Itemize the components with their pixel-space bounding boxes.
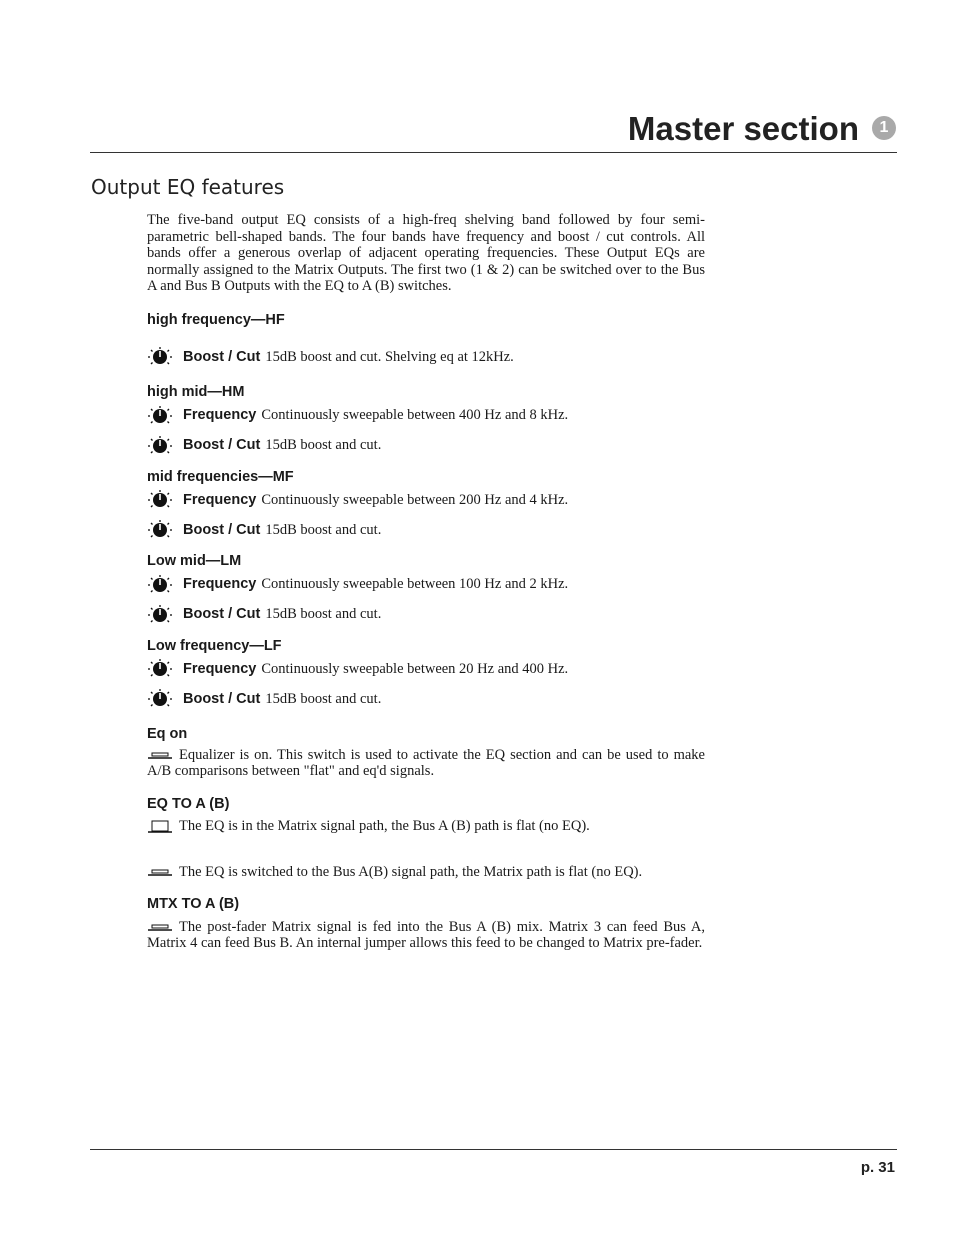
switch-up-icon bbox=[147, 820, 173, 834]
control-description: Continuously sweepable between 100 Hz and 2 kHz. bbox=[261, 576, 569, 593]
page-number: p. 31 bbox=[860, 1159, 895, 1176]
content-body bbox=[147, 212, 705, 952]
eq-to-a-down-text: The EQ is switched to the Bus A(B) signal path, the Matrix path is flat (no EQ). bbox=[179, 863, 643, 880]
control-description: 15dB boost and cut. Shelving eq at 12kHz. bbox=[265, 348, 514, 365]
band-heading-hm: high mid—HM bbox=[147, 384, 245, 400]
control-label: Boost / Cut bbox=[183, 348, 261, 365]
control-description: 15dB boost and cut. bbox=[265, 606, 382, 623]
control-row bbox=[147, 346, 705, 368]
control-description: Continuously sweepable between 20 Hz and 400 Hz. bbox=[261, 660, 569, 677]
knob-icon bbox=[147, 346, 173, 368]
knob-icon bbox=[147, 489, 173, 511]
control-label: Frequency bbox=[183, 660, 257, 677]
intro-paragraph: The five-band output EQ consists of a high-freq shelving band followed by four semi-parametric bell-shaped bands. The four bands have frequency and boost / cut controls. All bands offer a generous overlap of adjacent operating frequencies. These Output EQs are normally assigned to the Matrix Outputs. The first two (1 & 2) can be switched over to the Bus A and Bus B Outputs with the EQ to A (B) switches. bbox=[147, 212, 705, 294]
control-row bbox=[147, 604, 705, 626]
page-title: Master section bbox=[627, 110, 859, 147]
switch-down-icon bbox=[147, 867, 173, 877]
control-row bbox=[147, 658, 705, 680]
eq-to-a-heading: EQ TO A (B) bbox=[147, 795, 230, 812]
header-rule bbox=[90, 152, 897, 153]
control-label: Boost / Cut bbox=[183, 521, 261, 538]
control-description: 15dB boost and cut. bbox=[265, 521, 382, 538]
band-heading-lf: Low frequency—LF bbox=[147, 637, 282, 654]
eq-to-a-up-text: The EQ is in the Matrix signal path, the Bus A (B) path is flat (no EQ). bbox=[179, 818, 590, 834]
band-heading-lm: Low mid—LM bbox=[147, 553, 242, 569]
control-description: 15dB boost and cut. bbox=[265, 437, 382, 454]
control-description: Continuously sweepable between 200 Hz and 4 kHz. bbox=[261, 491, 569, 508]
knob-icon bbox=[147, 604, 173, 626]
mtx-to-a-text: The post-fader Matrix signal is fed into the Bus A (B) mix. Matrix 3 can feed Bus A, Matrix 4 can feed Bus B. An internal jumper allows this feed to be changed to Matrix pre-fader. bbox=[147, 918, 705, 951]
eq-on-row bbox=[147, 747, 705, 780]
knob-icon bbox=[147, 574, 173, 596]
mtx-to-a-row bbox=[147, 919, 705, 952]
control-row bbox=[147, 519, 705, 541]
control-label: Boost / Cut bbox=[183, 606, 261, 623]
mtx-to-a-heading: MTX TO A (B) bbox=[147, 896, 240, 912]
control-label: Boost / Cut bbox=[183, 437, 261, 454]
control-row bbox=[147, 489, 705, 511]
eq-on-text: Equalizer is on. This switch is used to activate the EQ section and can be used to make A/B comparisons between "flat" and eq'd signals. bbox=[147, 746, 705, 779]
knob-icon bbox=[147, 435, 173, 457]
knob-icon bbox=[147, 688, 173, 710]
control-label: Frequency bbox=[183, 491, 257, 508]
control-description: 15dB boost and cut. bbox=[265, 690, 382, 707]
control-label: Boost / Cut bbox=[183, 690, 261, 707]
footer-rule bbox=[90, 1149, 897, 1150]
control-label: Frequency bbox=[183, 576, 257, 593]
eq-on-heading: Eq on bbox=[147, 726, 188, 742]
band-heading-mf: mid frequencies—MF bbox=[147, 468, 294, 485]
section-title: Output EQ features bbox=[91, 175, 285, 199]
control-row bbox=[147, 405, 705, 427]
knob-icon bbox=[147, 405, 173, 427]
knob-icon bbox=[147, 519, 173, 541]
control-row bbox=[147, 688, 705, 710]
eq-to-a-down-row bbox=[147, 864, 705, 881]
eq-to-a-up-row bbox=[147, 818, 705, 835]
knob-icon bbox=[147, 658, 173, 680]
control-row bbox=[147, 574, 705, 596]
control-label: Frequency bbox=[183, 407, 257, 424]
switch-down-icon bbox=[147, 750, 173, 760]
chapter-badge: 1 bbox=[872, 116, 896, 140]
control-description: Continuously sweepable between 400 Hz and 8 kHz. bbox=[261, 407, 569, 424]
switch-down-icon bbox=[147, 922, 173, 932]
band-heading-hf: high frequency—HF bbox=[147, 311, 285, 328]
control-row bbox=[147, 435, 705, 457]
